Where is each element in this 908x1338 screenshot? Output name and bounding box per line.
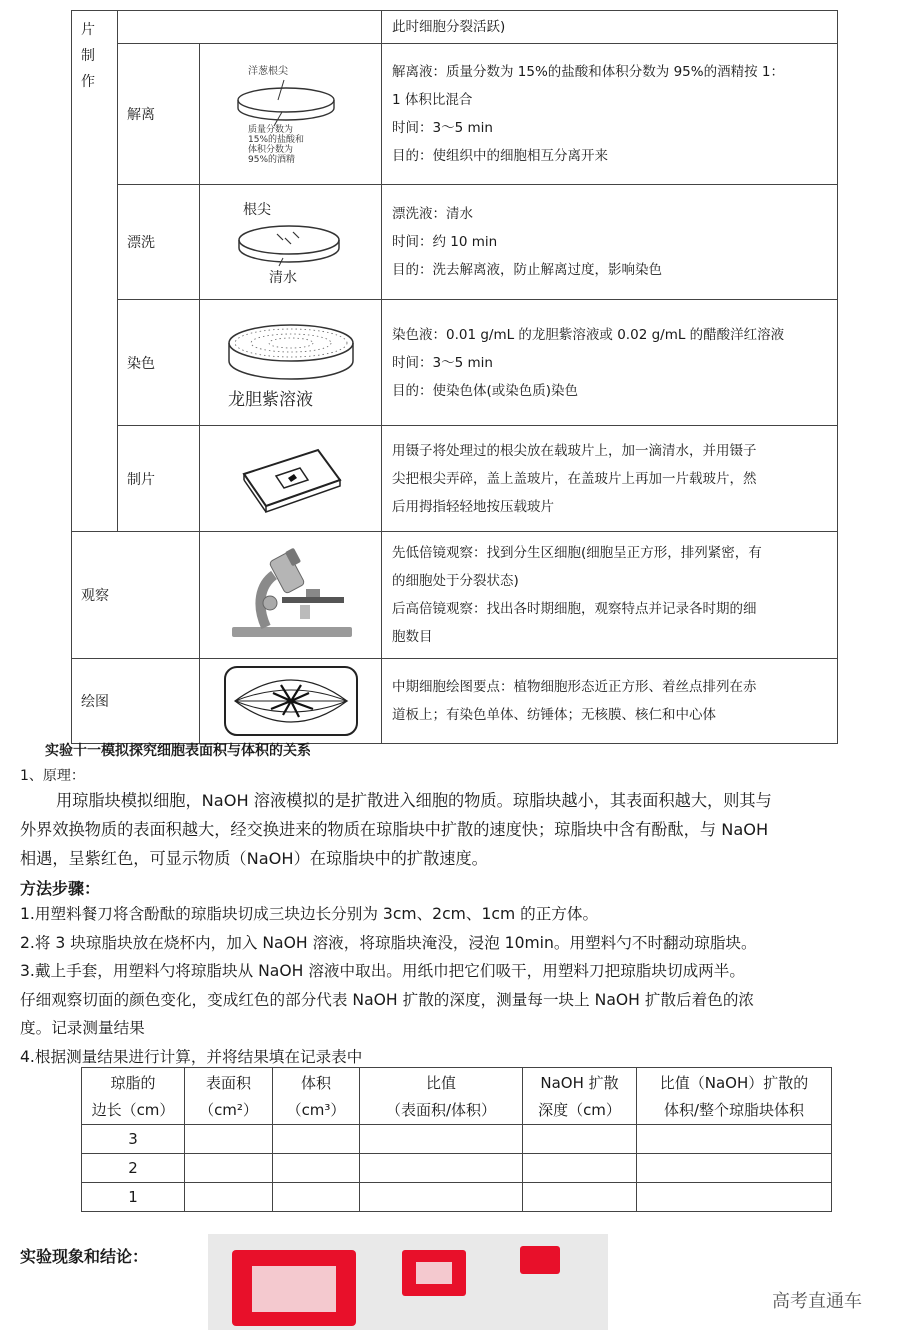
staining-dish-image [200,300,382,426]
table-cell [637,1125,832,1154]
staining-desc [382,300,838,426]
table-cell [185,1183,273,1212]
desc-line: 时间：约 10 min [392,234,498,250]
desc-line: 目的：洗去解离液，防止解离过度，影响染色 [392,262,662,278]
header-volume: 体积 （cm³） [273,1068,360,1125]
header-surface-area: 表面积 （cm²） [185,1068,273,1125]
experiment-title: 实验十一模拟探究细胞表面积与体积的关系 [45,743,311,759]
draw-desc [382,659,838,744]
rinsing-dish-image [200,185,382,300]
method-step: 仔细观察切面的颜色变化，变成红色的部分代表 NaOH 扩散的深度，测量每一块上 NaOH 扩散后着色的浓 [20,990,755,1009]
header-edge-length: 琼脂的 边长（cm） [82,1068,185,1125]
table-cell [273,1125,360,1154]
desc-line: 解离液：质量分数为 15%的盐酸和体积分数为 95%的酒精按 1： [392,64,784,80]
method-step: 3.戴上手套，用塑料勺将琼脂块从 NaOH 溶液中取出。用纸巾把它们吸干，用塑料刀把琼脂块切成两半。 [20,962,745,980]
step-rinsing: 漂洗 [118,185,200,300]
dish-label: 清水 [268,270,297,286]
table-cell [523,1154,637,1183]
dish-label: 15%的盐酸和 [247,135,304,145]
method-label: 方法步骤： [20,879,101,898]
stage-label-making [72,11,118,532]
table-cell [360,1154,523,1183]
method-step: 2.将 3 块琼脂块放在烧杯内，加入 NaOH 溶液，将琼脂块淹没，浸泡 10min。用塑料勺不时翻动琼脂块。 [20,933,757,952]
method-steps [20,900,892,1071]
desc-line: 道板上；有染色单体、纺锤体；无核膜、核仁和中心体 [392,707,716,723]
row-edge-value: 1 [82,1183,185,1212]
desc-line: 的细胞处于分裂状态) [392,573,519,589]
slide-image [200,426,382,532]
microscope-image [200,532,382,659]
dish-label: 质量分数为 [247,125,293,135]
table-row [82,1125,832,1154]
method-step: 度。记录测量结果 [20,1019,145,1037]
top-row-blank [118,11,382,44]
procedure-table [71,10,838,744]
row-edge-value: 3 [82,1125,185,1154]
table-row [82,1183,832,1212]
desc-line: 用镊子将处理过的根尖放在载玻片上，加一滴清水，并用镊子 [392,442,757,459]
dish-label: 龙胆紫溶液 [227,389,313,410]
cell-drawing-image [200,659,382,744]
petri-dish-icon [226,60,356,168]
table-row [82,1154,832,1183]
slide-desc [382,426,838,532]
principle-line: 相遇，呈紫红色，可显示物质（NaOH）在琼脂块中的扩散速度。 [20,849,488,868]
desc-line: 中期细胞绘图要点：植物细胞形态近正方形、着丝点排列在赤 [392,679,757,695]
table-cell [273,1154,360,1183]
microscope-icon [226,545,356,645]
table-cell [637,1154,832,1183]
method-step: 4.根据测量结果进行计算，并将结果填在记录表中 [20,1047,363,1066]
method-step: 1.用塑料餐刀将含酚酞的琼脂块切成三块边长分别为 3cm、2cm、1cm 的正方体。 [20,905,599,923]
desc-line: 1 体积比混合 [392,92,473,108]
desc-line: 尖把根尖弄碎，盖上盖玻片，在盖玻片上再加一片载玻片，然 [392,470,757,487]
record-table [81,1067,832,1212]
spindle-cell-icon [221,663,361,739]
desc-line: 漂洗液：清水 [392,206,473,222]
dissociation-dish-image [200,44,382,185]
desc-line: 后用拇指轻轻地按压载玻片 [392,498,554,515]
step-slide-making: 制片 [118,426,200,532]
desc-line: 染色液：0.01 g/mL 的龙胆紫溶液或 0.02 g/mL 的醋酸洋红溶液 [392,326,785,343]
table-cell [637,1183,832,1212]
dissociation-desc [382,44,838,185]
principle-line: 外界效换物质的表面积越大，经交换进来的物质在琼脂块中扩散的速度快；琼脂块中含有酚酞，与 NaOH [20,820,769,839]
step-dissociation: 解离 [118,44,200,185]
principle-text [20,786,892,873]
stain-dish-icon [216,313,366,413]
row-edge-value: 2 [82,1154,185,1183]
desc-line: 时间：3～5 min [392,120,493,136]
desc-line: 胞数目 [392,629,433,645]
dish-label: 根尖 [242,202,271,218]
table-cell [273,1183,360,1212]
table-cell [185,1154,273,1183]
desc-line: 后高倍镜观察：找出各时期细胞，观察特点并记录各时期的细 [392,601,757,617]
table-cell [523,1125,637,1154]
watermark: 高考直通车 [772,1291,862,1312]
desc-line: 时间：3～5 min [392,354,493,371]
rinsing-desc [382,185,838,300]
top-row-text: 此时细胞分裂活跃) [382,11,838,44]
dish-label: 洋葱根尖 [247,66,288,77]
observe-desc [382,532,838,659]
dish-label: 95%的酒精 [247,155,295,165]
petri-dish-icon [221,196,361,288]
agar-blocks-photo [208,1234,608,1330]
stage-observe: 观察 [72,532,200,659]
stage-char: 作 [81,74,95,90]
agar-blocks-illustration [208,1234,608,1330]
table-cell [185,1125,273,1154]
dish-label: 体积分数为 [247,145,293,155]
desc-line: 目的：使组织中的细胞相互分离开来 [392,148,608,164]
stage-char: 制 [81,48,95,64]
principle-label: 1、原理： [20,768,85,784]
header-ratio: 比值 （表面积/体积） [360,1068,523,1125]
desc-line: 目的：使染色体(或染色质)染色 [392,382,579,399]
stage-char: 片 [81,22,95,38]
table-cell [360,1183,523,1212]
step-staining: 染色 [118,300,200,426]
header-diffusion-depth: NaOH 扩散 深度（cm） [523,1068,637,1125]
table-cell [360,1125,523,1154]
slide-icon [236,444,346,514]
header-volume-ratio: 比值（NaOH）扩散的 体积/整个琼脂块体积 [637,1068,832,1125]
principle-line: 用琼脂块模拟细胞，NaOH 溶液模拟的是扩散进入细胞的物质。琼脂块越小，其表面积越大，则其与 [56,791,772,810]
stage-draw: 绘图 [72,659,200,744]
conclusion-label: 实验现象和结论： [20,1247,149,1266]
desc-line: 先低倍镜观察：找到分生区细胞(细胞呈正方形，排列紧密，有 [392,545,762,561]
table-cell [523,1183,637,1212]
